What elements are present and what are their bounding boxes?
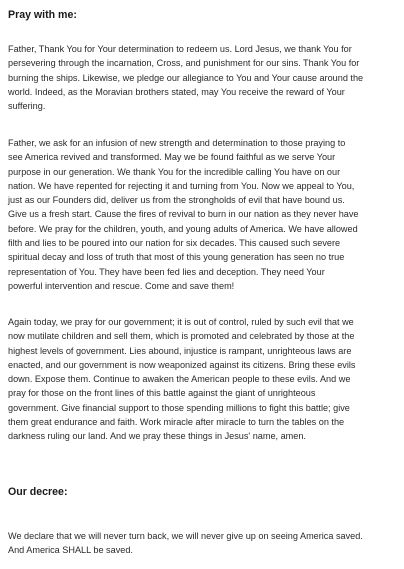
paragraph-line: enacted, and our government is now weaponized against its citizens. Bring these evils <box>8 359 356 370</box>
paragraph-line: burning the ships. Likewise, we pledge our allegiance to You and Your cause around the <box>8 72 364 83</box>
paragraph-line: them great endurance and faith. Work miracle after miracle to turn the tables on the <box>8 417 345 428</box>
paragraph-line: Again today, we pray for our government; it is out of control, ruled by such evil that we <box>8 317 354 327</box>
paragraph-line: We declare that we will never turn back, we will never give up on seeing America saved. <box>8 531 363 541</box>
prayer-paragraph-3 <box>8 315 398 444</box>
paragraph-line: government. Give financial support to those spending millions to fight this battle; give <box>8 402 350 413</box>
paragraph-line: filth and lies to be poured into our nation for six decades. This caused such severe <box>8 238 341 249</box>
paragraph-line: representation of You. They have been fed lies and deception. They need Your <box>8 266 325 277</box>
prayer-heading: Pray with me: <box>8 9 77 21</box>
paragraph-line: before. We pray for the children, youth, and young adults of America. We have allowed <box>8 223 358 234</box>
paragraph-line: pray for those on the front lines of this battle against the giant of unrighteous <box>8 388 316 399</box>
decree-heading: Our decree: <box>8 486 68 498</box>
paragraph-line: powerful intervention and rescue. Come and save them! <box>8 280 235 291</box>
decree-paragraph <box>8 529 398 558</box>
prayer-paragraph-1 <box>8 42 398 113</box>
prayer-paragraph-2 <box>8 136 398 293</box>
paragraph-line: Father, we ask for an infusion of new strength and determination to those praying to <box>8 138 346 148</box>
paragraph-line: now mutilate children and sell them, which is promoted and celebrated by those at the <box>8 331 355 342</box>
paragraph-line: nation. We have repented for rejecting it and turning from You. Now we appeal to You, <box>8 180 355 191</box>
paragraph-line: see America revived and transformed. May we be found faithful as we serve Your <box>8 152 336 163</box>
paragraph-line: purpose in our generation. We thank You for the incredible calling You have on our <box>8 166 341 177</box>
paragraph-line: spiritual decay and loss of truth that most of this young generation has seen no true <box>8 252 345 263</box>
paragraph-line: just as our Founders did, deliver us from the strongholds of evil that have bound us. <box>8 195 345 206</box>
paragraph-line: Father, Thank You for Your determination to redeem us. Lord Jesus, we thank You for <box>8 44 352 54</box>
paragraph-line: down. Expose them. Continue to awaken the American people to these evils. And we <box>8 374 351 385</box>
paragraph-line: highest levels of government. Lies abound, injustice is rampant, unrighteous laws are <box>8 345 352 356</box>
paragraph-line: suffering. <box>8 101 46 112</box>
paragraph-line: persevering through the incarnation, Cross, and punishment for our sins. Thank You for <box>8 58 360 69</box>
paragraph-line: darkness ruling our land. And we pray these things in Jesus' name, amen. <box>8 431 306 442</box>
paragraph-line: world. Indeed, as the Moravian brothers stated, may You receive the reward of Your <box>8 86 345 97</box>
paragraph-line: And America SHALL be saved. <box>8 545 133 556</box>
paragraph-line: Give us a fresh start. Cause the fires of revival to burn in our nation as they never have <box>8 209 359 220</box>
